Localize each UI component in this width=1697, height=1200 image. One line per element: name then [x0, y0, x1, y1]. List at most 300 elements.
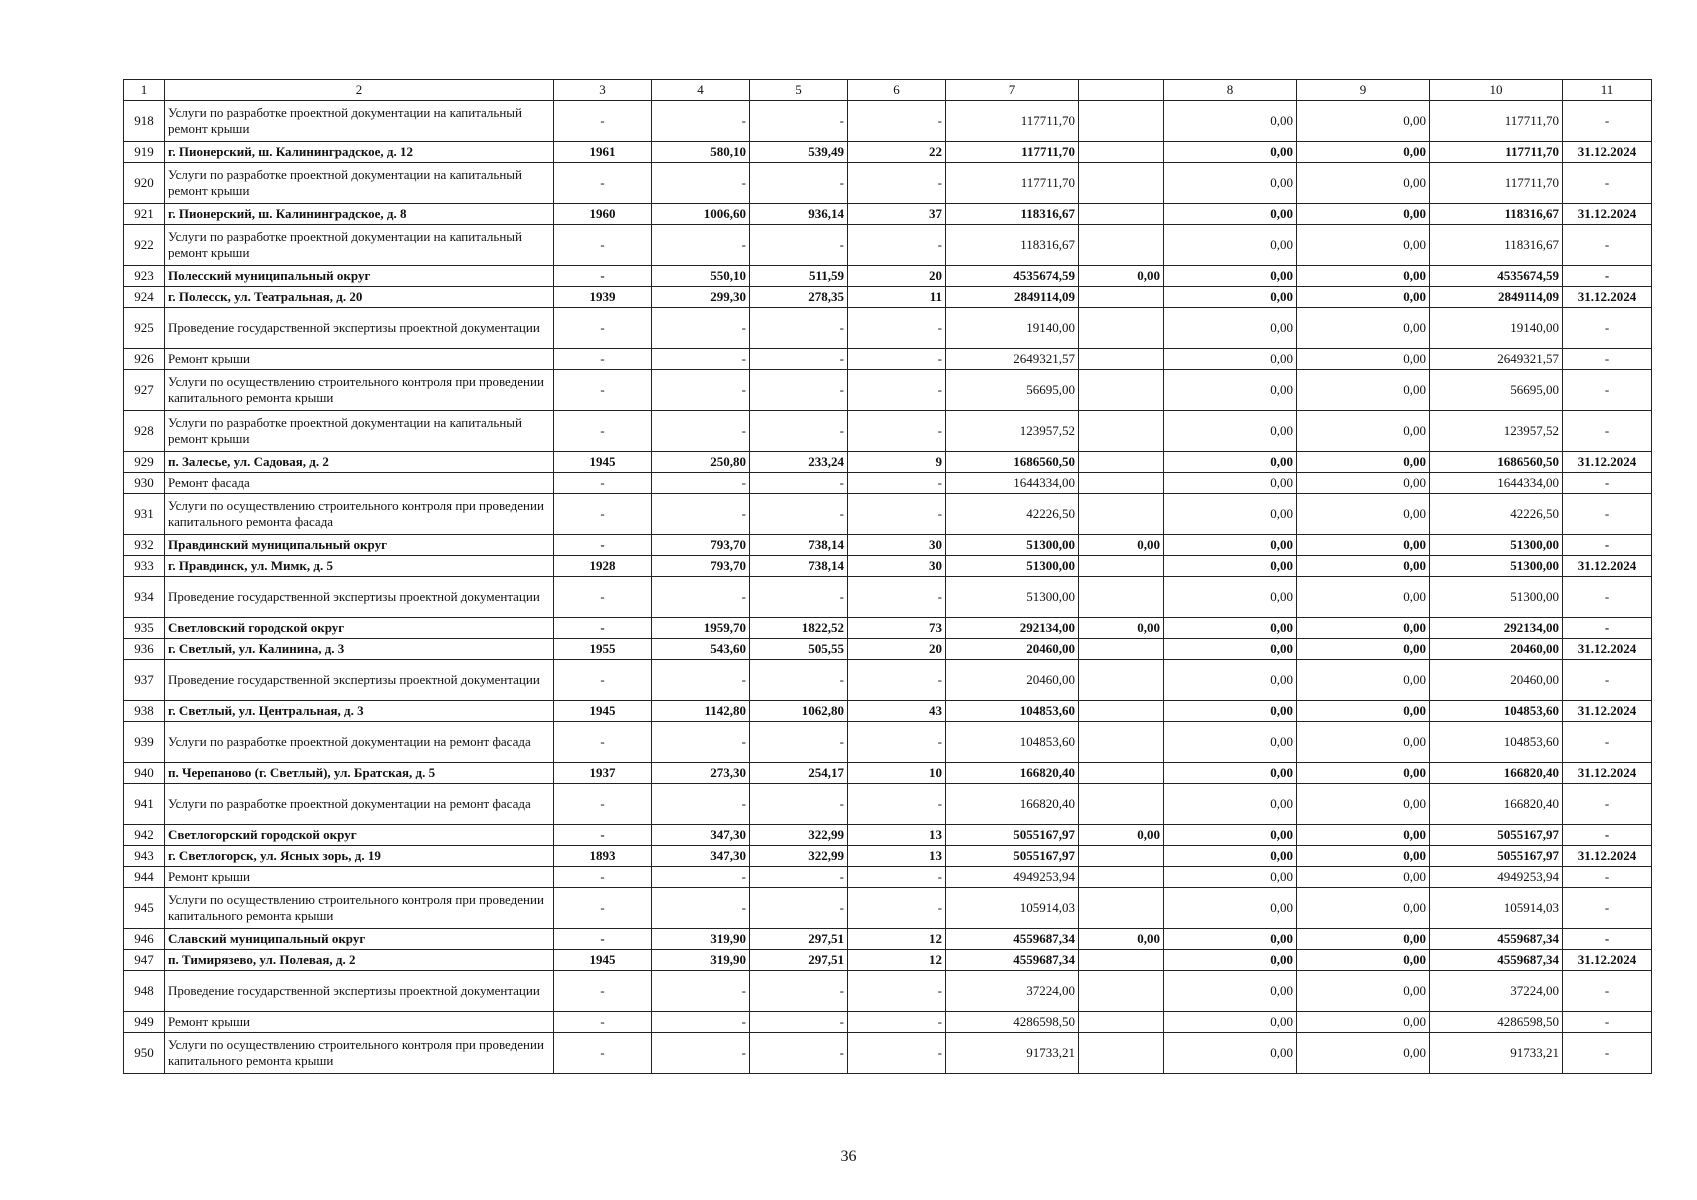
value-cell: 13 — [848, 825, 946, 846]
value-cell: 4559687,34 — [946, 929, 1079, 950]
value-cell: 42226,50 — [1430, 494, 1563, 535]
value-cell: 30 — [848, 556, 946, 577]
description-cell: Услуги по осуществлению строительного контроля при проведении капитального ремонта крыши — [165, 1033, 554, 1074]
description-cell: Светловский городской округ — [165, 618, 554, 639]
value-cell: - — [554, 101, 652, 142]
value-cell: 0,00 — [1164, 722, 1297, 763]
value-cell: 0,00 — [1297, 349, 1430, 370]
value-cell: - — [554, 163, 652, 204]
value-cell: - — [848, 494, 946, 535]
description-cell: Правдинский муниципальный округ — [165, 535, 554, 556]
value-cell: - — [554, 494, 652, 535]
value-cell: 0,00 — [1164, 846, 1297, 867]
row-number-cell: 921 — [124, 204, 165, 225]
value-cell: - — [1563, 266, 1652, 287]
value-cell: - — [652, 225, 750, 266]
value-cell: - — [750, 411, 848, 452]
value-cell: 31.12.2024 — [1563, 846, 1652, 867]
value-cell: 1928 — [554, 556, 652, 577]
row-number-cell: 939 — [124, 722, 165, 763]
value-cell: 1822,52 — [750, 618, 848, 639]
value-cell: 51300,00 — [1430, 556, 1563, 577]
value-cell: 793,70 — [652, 535, 750, 556]
value-cell: - — [750, 349, 848, 370]
value-cell: 936,14 — [750, 204, 848, 225]
value-cell: - — [848, 349, 946, 370]
value-cell: 20460,00 — [946, 639, 1079, 660]
value-cell: - — [750, 722, 848, 763]
value-cell: - — [1563, 308, 1652, 349]
value-cell: 0,00 — [1164, 618, 1297, 639]
value-cell: 0,00 — [1164, 1012, 1297, 1033]
value-cell: 43 — [848, 701, 946, 722]
value-cell — [1079, 701, 1164, 722]
value-cell: - — [1563, 1033, 1652, 1074]
value-cell: 793,70 — [652, 556, 750, 577]
value-cell: 0,00 — [1297, 971, 1430, 1012]
value-cell: 37 — [848, 204, 946, 225]
value-cell: 0,00 — [1297, 888, 1430, 929]
table-row — [124, 204, 1652, 225]
value-cell: - — [1563, 867, 1652, 888]
value-cell: 105914,03 — [946, 888, 1079, 929]
description-cell: Славский муниципальный округ — [165, 929, 554, 950]
value-cell: 233,24 — [750, 452, 848, 473]
value-cell: 543,60 — [652, 639, 750, 660]
value-cell: - — [652, 349, 750, 370]
value-cell: - — [554, 929, 652, 950]
description-cell: Ремонт крыши — [165, 349, 554, 370]
value-cell: 0,00 — [1164, 266, 1297, 287]
value-cell — [1079, 722, 1164, 763]
row-number-cell: 928 — [124, 411, 165, 452]
data-table — [123, 79, 1652, 1074]
value-cell: 12 — [848, 929, 946, 950]
table-row — [124, 867, 1652, 888]
value-cell: - — [750, 163, 848, 204]
value-cell: 10 — [848, 763, 946, 784]
value-cell: 0,00 — [1297, 784, 1430, 825]
value-cell: 580,10 — [652, 142, 750, 163]
header-row — [124, 80, 1652, 101]
value-cell: 91733,21 — [1430, 1033, 1563, 1074]
value-cell: - — [848, 1012, 946, 1033]
value-cell: 1945 — [554, 701, 652, 722]
value-cell: - — [1563, 494, 1652, 535]
value-cell: 0,00 — [1297, 308, 1430, 349]
value-cell: 118316,67 — [1430, 204, 1563, 225]
value-cell: 0,00 — [1297, 701, 1430, 722]
value-cell: - — [848, 411, 946, 452]
value-cell: 104853,60 — [946, 701, 1079, 722]
value-cell: 299,30 — [652, 287, 750, 308]
value-cell: 117711,70 — [946, 142, 1079, 163]
value-cell: - — [652, 411, 750, 452]
value-cell: 0,00 — [1079, 929, 1164, 950]
description-cell: Услуги по разработке проектной документации на ремонт фасада — [165, 784, 554, 825]
header-cell: 10 — [1430, 80, 1563, 101]
value-cell: - — [554, 618, 652, 639]
value-cell: 117711,70 — [1430, 142, 1563, 163]
value-cell: 0,00 — [1297, 452, 1430, 473]
value-cell: 56695,00 — [1430, 370, 1563, 411]
value-cell: - — [652, 1033, 750, 1074]
value-cell — [1079, 1033, 1164, 1074]
table-row — [124, 101, 1652, 142]
header-cell: 6 — [848, 80, 946, 101]
value-cell: 319,90 — [652, 929, 750, 950]
value-cell: 22 — [848, 142, 946, 163]
value-cell: 166820,40 — [946, 763, 1079, 784]
value-cell: - — [750, 1033, 848, 1074]
value-cell — [1079, 370, 1164, 411]
value-cell: - — [652, 163, 750, 204]
table-row — [124, 763, 1652, 784]
table-row — [124, 142, 1652, 163]
value-cell: - — [848, 370, 946, 411]
value-cell: 0,00 — [1079, 825, 1164, 846]
value-cell: - — [554, 577, 652, 618]
value-cell: 0,00 — [1297, 639, 1430, 660]
value-cell: 104853,60 — [1430, 722, 1563, 763]
value-cell: - — [652, 867, 750, 888]
value-cell: 0,00 — [1079, 618, 1164, 639]
value-cell: 20460,00 — [1430, 660, 1563, 701]
value-cell: - — [848, 888, 946, 929]
value-cell: 31.12.2024 — [1563, 204, 1652, 225]
value-cell — [1079, 225, 1164, 266]
value-cell: - — [652, 784, 750, 825]
value-cell: 118316,67 — [1430, 225, 1563, 266]
value-cell: - — [554, 1033, 652, 1074]
value-cell: - — [848, 577, 946, 618]
value-cell — [1079, 349, 1164, 370]
value-cell: - — [1563, 163, 1652, 204]
value-cell: 292134,00 — [946, 618, 1079, 639]
value-cell: - — [1563, 535, 1652, 556]
value-cell — [1079, 1012, 1164, 1033]
value-cell: 0,00 — [1297, 763, 1430, 784]
value-cell: 5055167,97 — [1430, 825, 1563, 846]
value-cell: - — [750, 577, 848, 618]
description-cell: Услуги по разработке проектной документации на капитальный ремонт крыши — [165, 163, 554, 204]
value-cell: 0,00 — [1164, 825, 1297, 846]
value-cell: 4559687,34 — [1430, 950, 1563, 971]
description-cell: г. Светлый, ул. Центральная, д. 3 — [165, 701, 554, 722]
value-cell: - — [848, 163, 946, 204]
value-cell: 104853,60 — [946, 722, 1079, 763]
value-cell: 2649321,57 — [1430, 349, 1563, 370]
value-cell: 31.12.2024 — [1563, 452, 1652, 473]
value-cell: 2849114,09 — [946, 287, 1079, 308]
value-cell: 0,00 — [1164, 163, 1297, 204]
value-cell: 0,00 — [1164, 660, 1297, 701]
value-cell: 0,00 — [1297, 1012, 1430, 1033]
value-cell: 0,00 — [1297, 204, 1430, 225]
value-cell: - — [1563, 225, 1652, 266]
table-row — [124, 556, 1652, 577]
header-cell: 5 — [750, 80, 848, 101]
header-cell: 9 — [1297, 80, 1430, 101]
value-cell: 0,00 — [1164, 452, 1297, 473]
value-cell: - — [750, 867, 848, 888]
value-cell: 91733,21 — [946, 1033, 1079, 1074]
table-row — [124, 535, 1652, 556]
value-cell: 254,17 — [750, 763, 848, 784]
value-cell: - — [848, 660, 946, 701]
description-cell: г. Полесск, ул. Театральная, д. 20 — [165, 287, 554, 308]
value-cell: 2649321,57 — [946, 349, 1079, 370]
description-cell: Проведение государственной экспертизы проектной документации — [165, 577, 554, 618]
row-number-cell: 919 — [124, 142, 165, 163]
value-cell: 4286598,50 — [946, 1012, 1079, 1033]
value-cell: - — [554, 660, 652, 701]
table-row — [124, 1033, 1652, 1074]
value-cell: - — [1563, 349, 1652, 370]
value-cell: - — [652, 971, 750, 1012]
value-cell: 1955 — [554, 639, 652, 660]
value-cell: 1945 — [554, 950, 652, 971]
value-cell: 0,00 — [1079, 266, 1164, 287]
value-cell — [1079, 950, 1164, 971]
value-cell: 0,00 — [1164, 225, 1297, 266]
value-cell: 31.12.2024 — [1563, 701, 1652, 722]
value-cell: - — [750, 308, 848, 349]
value-cell: - — [652, 722, 750, 763]
value-cell: 1893 — [554, 846, 652, 867]
value-cell: - — [554, 308, 652, 349]
value-cell: 0,00 — [1164, 950, 1297, 971]
table-row — [124, 287, 1652, 308]
table-row — [124, 888, 1652, 929]
value-cell — [1079, 308, 1164, 349]
value-cell: 30 — [848, 535, 946, 556]
value-cell: 56695,00 — [946, 370, 1079, 411]
table-row — [124, 825, 1652, 846]
value-cell: - — [750, 225, 848, 266]
value-cell: 1961 — [554, 142, 652, 163]
value-cell: 0,00 — [1164, 701, 1297, 722]
value-cell: - — [652, 660, 750, 701]
value-cell: 0,00 — [1164, 494, 1297, 535]
value-cell: 31.12.2024 — [1563, 142, 1652, 163]
row-number-cell: 945 — [124, 888, 165, 929]
value-cell: 4535674,59 — [946, 266, 1079, 287]
value-cell: 0,00 — [1164, 577, 1297, 618]
value-cell: - — [1563, 473, 1652, 494]
value-cell — [1079, 867, 1164, 888]
value-cell — [1079, 763, 1164, 784]
value-cell: - — [554, 349, 652, 370]
value-cell: 0,00 — [1164, 142, 1297, 163]
value-cell: - — [848, 473, 946, 494]
description-cell: Услуги по разработке проектной документации на капитальный ремонт крыши — [165, 101, 554, 142]
value-cell: - — [750, 971, 848, 1012]
value-cell: 20 — [848, 266, 946, 287]
value-cell: 1006,60 — [652, 204, 750, 225]
row-number-cell: 927 — [124, 370, 165, 411]
value-cell — [1079, 577, 1164, 618]
value-cell: 0,00 — [1297, 1033, 1430, 1074]
table-row — [124, 411, 1652, 452]
value-cell: 347,30 — [652, 846, 750, 867]
row-number-cell: 937 — [124, 660, 165, 701]
description-cell: Услуги по осуществлению строительного контроля при проведении капитального ремонта крыши — [165, 370, 554, 411]
value-cell: - — [554, 971, 652, 1012]
table-row — [124, 950, 1652, 971]
description-cell: Услуги по разработке проектной документации на ремонт фасада — [165, 722, 554, 763]
value-cell — [1079, 660, 1164, 701]
description-cell: Проведение государственной экспертизы проектной документации — [165, 971, 554, 1012]
value-cell — [1079, 494, 1164, 535]
value-cell: - — [554, 266, 652, 287]
value-cell: 5055167,97 — [1430, 846, 1563, 867]
description-cell: Услуги по разработке проектной документации на капитальный ремонт крыши — [165, 411, 554, 452]
value-cell: 0,00 — [1164, 204, 1297, 225]
value-cell: 0,00 — [1164, 287, 1297, 308]
value-cell: 2849114,09 — [1430, 287, 1563, 308]
value-cell: 0,00 — [1297, 411, 1430, 452]
value-cell: 0,00 — [1164, 971, 1297, 1012]
row-number-cell: 930 — [124, 473, 165, 494]
value-cell: 297,51 — [750, 929, 848, 950]
value-cell: 297,51 — [750, 950, 848, 971]
value-cell: 117711,70 — [1430, 163, 1563, 204]
row-number-cell: 935 — [124, 618, 165, 639]
value-cell: 31.12.2024 — [1563, 556, 1652, 577]
value-cell: 1142,80 — [652, 701, 750, 722]
value-cell: 1937 — [554, 763, 652, 784]
row-number-cell: 923 — [124, 266, 165, 287]
value-cell: 322,99 — [750, 846, 848, 867]
value-cell: 4559687,34 — [946, 950, 1079, 971]
value-cell: 9 — [848, 452, 946, 473]
value-cell: - — [1563, 888, 1652, 929]
value-cell — [1079, 452, 1164, 473]
table-row — [124, 494, 1652, 535]
value-cell: - — [1563, 1012, 1652, 1033]
value-cell: - — [652, 494, 750, 535]
value-cell: 31.12.2024 — [1563, 950, 1652, 971]
value-cell: - — [1563, 784, 1652, 825]
value-cell: 0,00 — [1297, 929, 1430, 950]
table-row — [124, 163, 1652, 204]
value-cell: - — [1563, 618, 1652, 639]
description-cell: г. Светлый, ул. Калинина, д. 3 — [165, 639, 554, 660]
table-row — [124, 660, 1652, 701]
value-cell: - — [848, 971, 946, 1012]
value-cell: 51300,00 — [946, 556, 1079, 577]
value-cell: 13 — [848, 846, 946, 867]
value-cell: - — [750, 101, 848, 142]
table-row — [124, 577, 1652, 618]
value-cell: 738,14 — [750, 556, 848, 577]
row-number-cell: 932 — [124, 535, 165, 556]
value-cell: 4286598,50 — [1430, 1012, 1563, 1033]
value-cell — [1079, 846, 1164, 867]
description-cell: г. Пионерский, ш. Калининградское, д. 12 — [165, 142, 554, 163]
value-cell: - — [750, 660, 848, 701]
description-cell: Услуги по разработке проектной документации на капитальный ремонт крыши — [165, 225, 554, 266]
value-cell: - — [848, 225, 946, 266]
row-number-cell: 943 — [124, 846, 165, 867]
row-number-cell: 948 — [124, 971, 165, 1012]
table-row — [124, 971, 1652, 1012]
value-cell: 19140,00 — [946, 308, 1079, 349]
value-cell: - — [652, 1012, 750, 1033]
value-cell: - — [554, 867, 652, 888]
value-cell: 0,00 — [1164, 101, 1297, 142]
value-cell: 511,59 — [750, 266, 848, 287]
value-cell: 0,00 — [1297, 846, 1430, 867]
header-cell — [1079, 80, 1164, 101]
value-cell: 738,14 — [750, 535, 848, 556]
value-cell: 0,00 — [1297, 950, 1430, 971]
value-cell: - — [652, 101, 750, 142]
table-row — [124, 929, 1652, 950]
value-cell: - — [554, 535, 652, 556]
value-cell — [1079, 556, 1164, 577]
value-cell: 550,10 — [652, 266, 750, 287]
header-cell: 2 — [165, 80, 554, 101]
table-row — [124, 639, 1652, 660]
value-cell: 12 — [848, 950, 946, 971]
value-cell — [1079, 163, 1164, 204]
value-cell: - — [652, 888, 750, 929]
row-number-cell: 941 — [124, 784, 165, 825]
value-cell: 0,00 — [1297, 556, 1430, 577]
value-cell: 0,00 — [1297, 225, 1430, 266]
table-row — [124, 1012, 1652, 1033]
value-cell: 0,00 — [1297, 163, 1430, 204]
value-cell: - — [1563, 411, 1652, 452]
row-number-cell: 925 — [124, 308, 165, 349]
value-cell — [1079, 101, 1164, 142]
table-row — [124, 722, 1652, 763]
value-cell: 278,35 — [750, 287, 848, 308]
row-number-cell: 934 — [124, 577, 165, 618]
table-row — [124, 266, 1652, 287]
value-cell: 319,90 — [652, 950, 750, 971]
value-cell: 5055167,97 — [946, 846, 1079, 867]
value-cell: 51300,00 — [946, 535, 1079, 556]
value-cell: - — [1563, 825, 1652, 846]
value-cell: - — [1563, 577, 1652, 618]
value-cell: 166820,40 — [946, 784, 1079, 825]
value-cell: - — [1563, 370, 1652, 411]
value-cell: 292134,00 — [1430, 618, 1563, 639]
value-cell: 51300,00 — [1430, 577, 1563, 618]
value-cell: 0,00 — [1164, 308, 1297, 349]
value-cell: 0,00 — [1164, 349, 1297, 370]
value-cell: 4949253,94 — [1430, 867, 1563, 888]
value-cell: - — [652, 370, 750, 411]
header-cell: 1 — [124, 80, 165, 101]
value-cell: 539,49 — [750, 142, 848, 163]
header-cell: 3 — [554, 80, 652, 101]
value-cell: - — [652, 577, 750, 618]
description-cell: г. Пионерский, ш. Калининградское, д. 8 — [165, 204, 554, 225]
description-cell: г. Светлогорск, ул. Ясных зорь, д. 19 — [165, 846, 554, 867]
value-cell: 117711,70 — [1430, 101, 1563, 142]
value-cell: - — [848, 722, 946, 763]
table-row — [124, 846, 1652, 867]
value-cell: - — [1563, 660, 1652, 701]
row-number-cell: 929 — [124, 452, 165, 473]
value-cell: 0,00 — [1164, 1033, 1297, 1074]
value-cell: - — [750, 784, 848, 825]
value-cell: 0,00 — [1164, 473, 1297, 494]
